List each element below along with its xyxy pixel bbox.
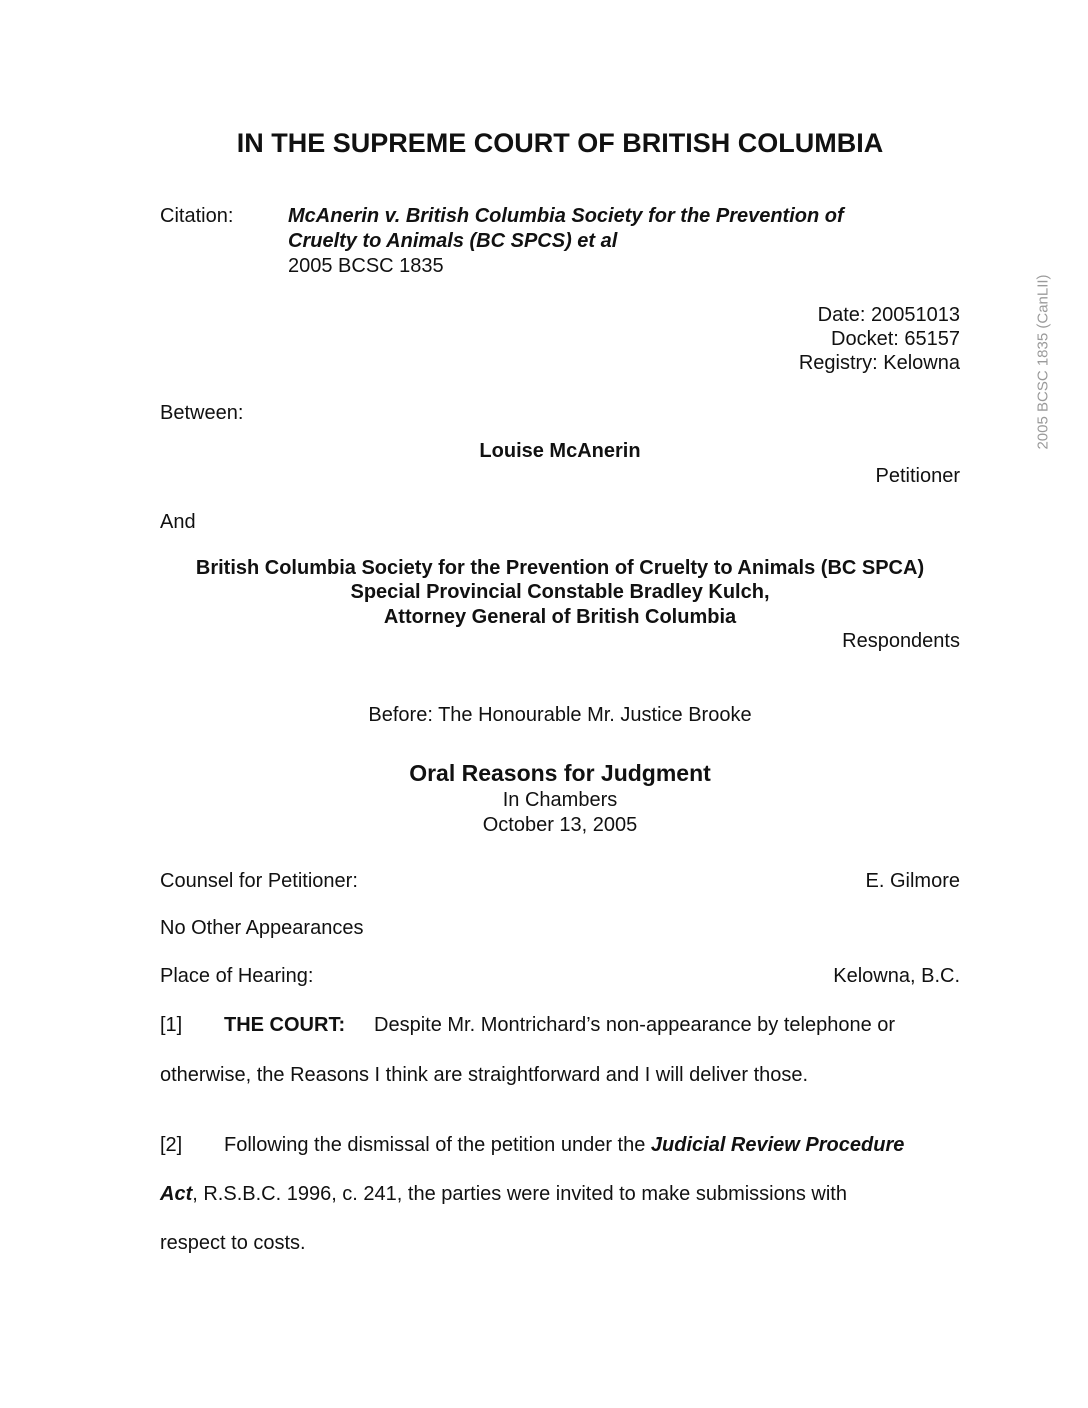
no-other-appearances: No Other Appearances (160, 917, 364, 939)
paragraph-2-line-2 (160, 1182, 847, 1207)
judgment-date: Date: 20051013 (817, 304, 960, 326)
respondent-line-3: Attorney General of British Columbia (383, 606, 737, 628)
canlii-watermark: 2005 BCSC 1835 (CanLII) (1034, 274, 1052, 450)
paragraph-1-line-2: otherwise, the Reasons I think are straightforward and I will deliver those. (160, 1064, 809, 1086)
neutral-citation: 2005 BCSC 1835 (288, 255, 444, 277)
respondents-role: Respondents (842, 630, 960, 652)
between-label: Between: (160, 402, 244, 424)
paragraph-2-line-3: respect to costs. (160, 1232, 306, 1254)
place-value: Kelowna, B.C. (833, 965, 960, 987)
petitioner-role: Petitioner (875, 465, 960, 487)
judgment-date-line: October 13, 2005 (482, 814, 638, 836)
judgment-subtitle: In Chambers (502, 789, 618, 811)
counsel-label: Counsel for Petitioner: (160, 870, 358, 892)
before-judge: Before: The Honourable Mr. Justice Brooke (368, 704, 752, 726)
court-title: IN THE SUPREME COURT OF BRITISH COLUMBIA (236, 128, 884, 158)
citation-line-2: Cruelty to Animals (BC SPCS) et al (288, 230, 618, 252)
citation-line-1: McAnerin v. British Columbia Society for the Prevention of (288, 205, 844, 227)
and-label: And (160, 511, 196, 533)
paragraph-1-line-1: Despite Mr. Montrichard’s non-appearance by telephone or (374, 1014, 896, 1036)
paragraph-1-number: [1] (160, 1014, 183, 1036)
respondent-line-2: Special Provincial Constable Bradley Kulch, (350, 581, 770, 603)
registry: Registry: Kelowna (798, 352, 960, 374)
paragraph-1-lead: THE COURT: (224, 1014, 346, 1036)
paragraph-2-number: [2] (160, 1134, 183, 1156)
paragraph-2-line-1-text: Following the dismissal of the petition under the (224, 1134, 651, 1156)
counsel-value: E. Gilmore (865, 870, 960, 892)
statute-name-part-1: Judicial Review Procedure (650, 1134, 905, 1156)
paragraph-2-line-1 (224, 1133, 904, 1158)
petitioner-name: Louise McAnerin (479, 440, 641, 462)
respondent-line-1: British Columbia Society for the Prevention of Cruelty to Animals (BC SPCA) (195, 557, 925, 579)
statute-name-part-2: Act (160, 1183, 193, 1205)
judgment-title: Oral Reasons for Judgment (409, 760, 711, 786)
place-label: Place of Hearing: (160, 965, 314, 987)
citation-label: Citation: (160, 205, 234, 227)
docket-number: Docket: 65157 (831, 328, 960, 350)
paragraph-2-line-2-text: , R.S.B.C. 1996, c. 241, the parties were invited to make submissions with (192, 1183, 847, 1205)
